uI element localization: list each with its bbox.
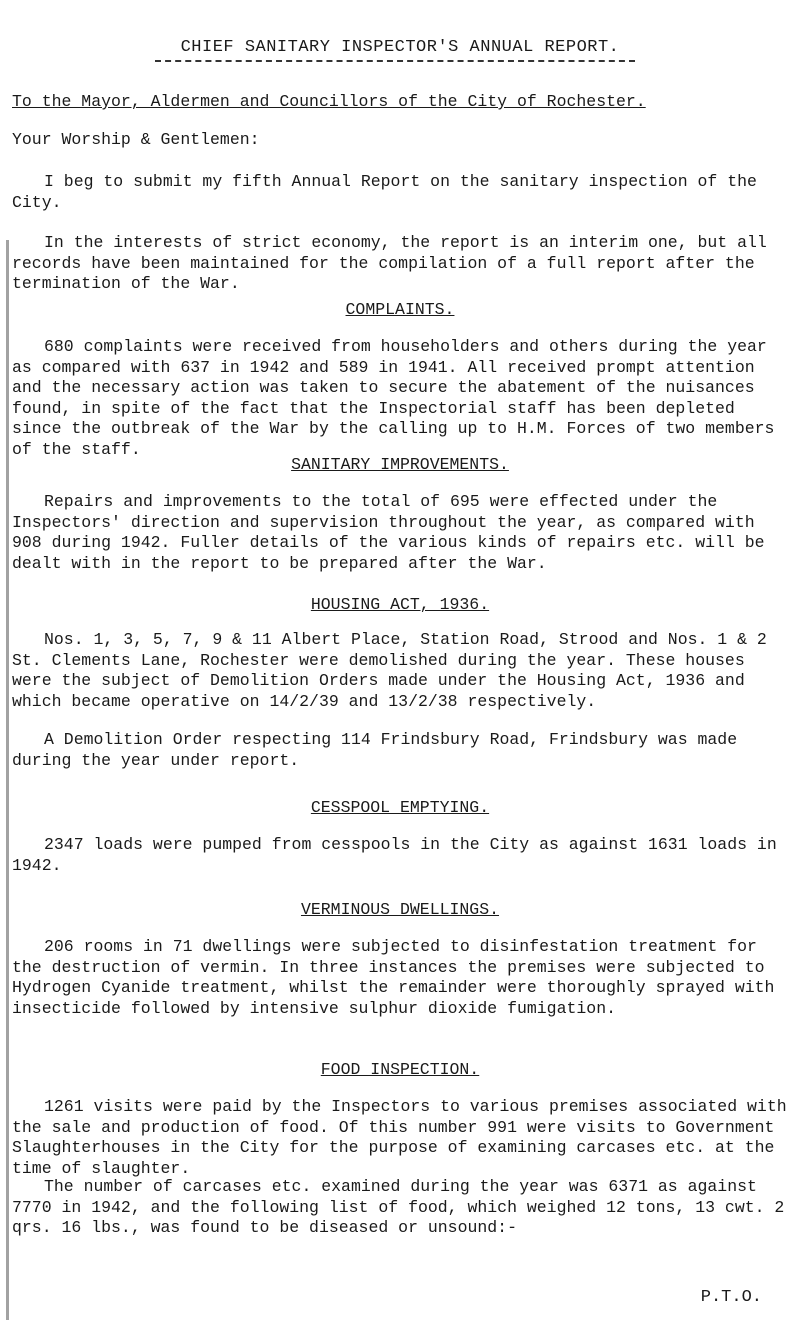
housing-paragraph-2: A Demolition Order respecting 114 Frindsbury Road, Frindsbury was made during the year under report. bbox=[12, 730, 738, 770]
complaints-paragraph: 680 complaints were received from householders and others during the year as compared with 637 in 1942 and 589 in 1941. All received prompt attention and the necessary action was taken to secure the abatement of the nuisances found, in spite of the fact that the Inspectorial staff has been depleted since the outbreak of the War by the calling up to H.M. Forces of two members of the staff. bbox=[12, 337, 775, 459]
greeting: Your Worship & Gentlemen: bbox=[12, 130, 260, 149]
intro-paragraph-1: I beg to submit my fifth Annual Report on the sanitary inspection of the City. bbox=[12, 172, 757, 212]
verminous-paragraph: 206 rooms in 71 dwellings were subjected to disinfestation treatment for the destruction of vermin. In three instances the premises were subjected to Hydrogen Cyanide treatment, whilst the remainder were thoroughly sprayed with insecticide followed by intensive sulphur dioxide fumigation. bbox=[12, 937, 775, 1018]
heading-verminous-dwellings: VERMINOUS DWELLINGS. bbox=[300, 900, 500, 919]
title-underline bbox=[155, 60, 635, 62]
housing-paragraph-1: Nos. 1, 3, 5, 7, 9 & 11 Albert Place, Station Road, Strood and Nos. 1 & 2 St. Clements Lane, Rochester were demolished during the year. These houses were the subject of Demolition Orders made under the Housing Act, 1936 and which became operative on 14/2/39 and 13/2/38 respectively. bbox=[12, 630, 767, 711]
heading-housing-act: HOUSING ACT, 1936. bbox=[310, 595, 490, 614]
heading-complaints: COMPLAINTS. bbox=[345, 300, 455, 319]
address-line: To the Mayor, Aldermen and Councillors of the City of Rochester. bbox=[12, 92, 646, 111]
report-title: CHIEF SANITARY INSPECTOR'S ANNUAL REPORT. bbox=[180, 38, 620, 57]
food-paragraph-1: 1261 visits were paid by the Inspectors to various premises associated with the sale and production of food. Of this number 991 were visits to Government Slaughterhouses in the City for the purpose of examining carcases etc. at the time of slaughter. bbox=[12, 1097, 787, 1178]
sanitary-paragraph: Repairs and improvements to the total of 695 were effected under the Inspectors' direction and supervision throughout the year, as compared with 908 during 1942. Fuller details of the various kinds of repairs etc. will be dealt with in the report to be prepared after the War. bbox=[12, 492, 765, 573]
cesspool-paragraph: 2347 loads were pumped from cesspools in the City as against 1631 loads in 1942. bbox=[12, 835, 777, 875]
heading-food-inspection: FOOD INSPECTION. bbox=[320, 1060, 480, 1079]
heading-sanitary-improvements: SANITARY IMPROVEMENTS. bbox=[291, 455, 509, 474]
please-turn-over: P.T.O. bbox=[700, 1288, 762, 1307]
scan-margin-shadow bbox=[6, 240, 9, 1320]
heading-cesspool-emptying: CESSPOOL EMPTYING. bbox=[310, 798, 490, 817]
intro-paragraph-2: In the interests of strict economy, the report is an interim one, but all records have been maintained for the compilation of a full report after the termination of the War. bbox=[12, 233, 767, 293]
food-paragraph-2: The number of carcases etc. examined during the year was 6371 as against 7770 in 1942, and the following list of food, which weighed 12 tons, 13 cwt. 2 qrs. 16 lbs., was found to be diseased or unsound:- bbox=[12, 1177, 785, 1237]
